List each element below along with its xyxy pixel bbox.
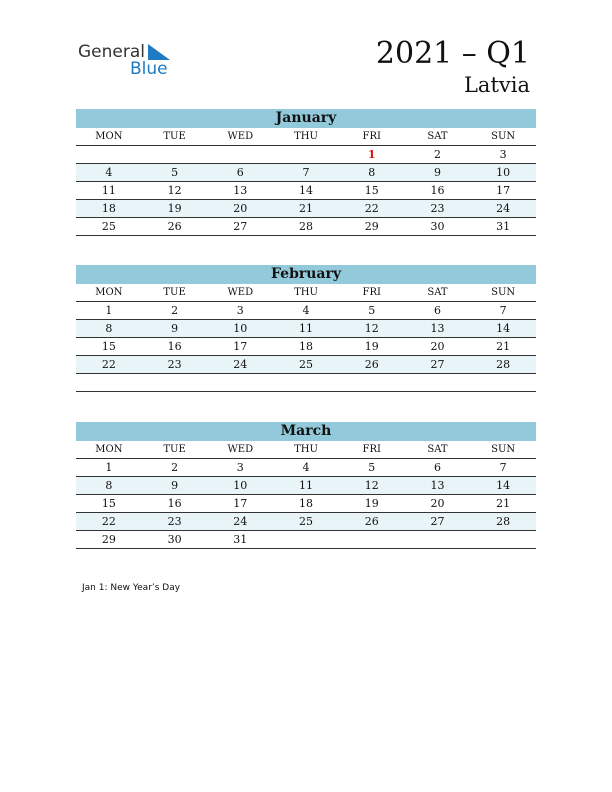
day-cell: 14	[496, 322, 511, 335]
weekday-label: WED	[227, 131, 254, 142]
day-cell: 2	[171, 461, 179, 474]
day-cell: 25	[101, 220, 116, 233]
day-cell: 1	[367, 148, 376, 161]
day-cell: 9	[433, 166, 441, 179]
weekday-label: SAT	[427, 444, 448, 455]
month-table	[76, 109, 536, 236]
day-cell: 6	[433, 304, 441, 317]
day-cell: 10	[233, 322, 248, 335]
day-cell	[76, 146, 142, 163]
week-row	[76, 146, 536, 164]
day-cell: 31	[496, 220, 511, 233]
day-cell: 24	[233, 515, 248, 528]
day-cell: 18	[299, 340, 314, 353]
day-cell: 21	[496, 497, 511, 510]
day-cell: 23	[167, 515, 182, 528]
weekday-label: THU	[294, 287, 318, 298]
week-row	[76, 495, 536, 513]
day-cell	[405, 374, 471, 391]
day-cell: 17	[233, 497, 248, 510]
day-cell	[273, 146, 339, 163]
day-cell	[470, 374, 536, 391]
day-cell: 5	[368, 304, 376, 317]
day-cell	[207, 374, 273, 391]
day-cell: 12	[364, 479, 379, 492]
day-cell: 27	[430, 358, 445, 371]
generalblue-logo	[78, 40, 178, 80]
week-row	[76, 531, 536, 549]
page-subtitle: Latvia	[463, 73, 530, 97]
day-cell: 3	[499, 148, 507, 161]
day-cell: 21	[299, 202, 314, 215]
day-cell: 27	[233, 220, 248, 233]
day-cell	[273, 374, 339, 391]
weekday-label: SUN	[491, 287, 516, 298]
day-cell: 9	[171, 322, 179, 335]
day-cell: 15	[101, 497, 116, 510]
day-cell	[405, 531, 471, 548]
day-cell: 29	[364, 220, 379, 233]
week-row	[76, 459, 536, 477]
day-cell: 11	[101, 184, 116, 197]
day-cell: 6	[236, 166, 244, 179]
day-cell: 7	[302, 166, 310, 179]
weekday-label: MON	[95, 287, 123, 298]
weekday-label: SAT	[427, 131, 448, 142]
week-row	[76, 218, 536, 236]
week-row	[76, 513, 536, 531]
day-cell: 20	[233, 202, 248, 215]
day-cell	[142, 146, 208, 163]
weekday-label: FRI	[362, 131, 381, 142]
day-cell: 8	[368, 166, 376, 179]
day-cell: 13	[430, 322, 445, 335]
week-row	[76, 338, 536, 356]
weekday-header-row	[76, 441, 536, 459]
weekday-label: WED	[227, 287, 254, 298]
day-cell	[339, 531, 405, 548]
weekday-label: SUN	[491, 444, 516, 455]
day-cell: 18	[299, 497, 314, 510]
day-cell: 2	[171, 304, 179, 317]
day-cell: 29	[101, 533, 116, 546]
day-cell: 1	[105, 304, 113, 317]
week-row	[76, 302, 536, 320]
month-table	[76, 422, 536, 549]
page-title: 2021 – Q1	[375, 36, 530, 71]
day-cell: 9	[171, 479, 179, 492]
month-name: January	[76, 109, 536, 128]
logo-text-blue: Blue	[130, 59, 168, 79]
month-name: March	[76, 422, 536, 441]
holiday-note: Jan 1: New Year’s Day	[82, 583, 181, 593]
day-cell: 18	[101, 202, 116, 215]
day-cell: 14	[496, 479, 511, 492]
day-cell: 13	[233, 184, 248, 197]
week-row	[76, 356, 536, 374]
day-cell: 11	[299, 479, 314, 492]
weekday-label: THU	[294, 131, 318, 142]
day-cell: 28	[299, 220, 314, 233]
weekday-label: TUE	[163, 287, 186, 298]
day-cell	[470, 531, 536, 548]
day-cell: 19	[364, 497, 379, 510]
month-name: February	[76, 265, 536, 284]
day-cell	[142, 374, 208, 391]
day-cell: 16	[167, 340, 182, 353]
day-cell: 23	[430, 202, 445, 215]
day-cell: 7	[499, 304, 507, 317]
day-cell: 22	[101, 358, 116, 371]
day-cell: 11	[299, 322, 314, 335]
day-cell: 21	[496, 340, 511, 353]
day-cell: 25	[299, 515, 314, 528]
day-cell: 4	[105, 166, 113, 179]
day-cell: 8	[105, 479, 113, 492]
weekday-label: SUN	[491, 131, 516, 142]
day-cell: 7	[499, 461, 507, 474]
day-cell: 16	[167, 497, 182, 510]
day-cell: 10	[233, 479, 248, 492]
day-cell	[76, 374, 142, 391]
week-row	[76, 320, 536, 338]
day-cell: 5	[171, 166, 179, 179]
week-row	[76, 182, 536, 200]
day-cell: 22	[364, 202, 379, 215]
day-cell: 27	[430, 515, 445, 528]
day-cell: 17	[233, 340, 248, 353]
day-cell: 5	[368, 461, 376, 474]
month-table	[76, 265, 536, 392]
day-cell: 2	[433, 148, 441, 161]
day-cell: 3	[236, 461, 244, 474]
day-cell: 4	[302, 461, 310, 474]
day-cell: 15	[364, 184, 379, 197]
weekday-label: SAT	[427, 287, 448, 298]
weekday-label: MON	[95, 131, 123, 142]
day-cell: 12	[167, 184, 182, 197]
day-cell: 23	[167, 358, 182, 371]
logo-text-general: General	[78, 42, 145, 62]
weekday-label: FRI	[362, 444, 381, 455]
week-row	[76, 374, 536, 392]
day-cell: 20	[430, 497, 445, 510]
day-cell: 30	[167, 533, 182, 546]
day-cell: 15	[101, 340, 116, 353]
day-cell: 20	[430, 340, 445, 353]
week-row	[76, 200, 536, 218]
day-cell: 10	[496, 166, 511, 179]
weekday-label: WED	[227, 444, 254, 455]
day-cell: 8	[105, 322, 113, 335]
day-cell: 14	[299, 184, 314, 197]
weekday-header-row	[76, 128, 536, 146]
day-cell: 24	[233, 358, 248, 371]
weekday-label: TUE	[163, 444, 186, 455]
day-cell: 19	[167, 202, 182, 215]
week-row	[76, 164, 536, 182]
day-cell: 19	[364, 340, 379, 353]
day-cell	[207, 146, 273, 163]
day-cell: 6	[433, 461, 441, 474]
day-cell: 22	[101, 515, 116, 528]
day-cell	[273, 531, 339, 548]
day-cell: 28	[496, 358, 511, 371]
day-cell: 13	[430, 479, 445, 492]
logo-triangle-icon	[148, 44, 170, 60]
day-cell: 26	[364, 358, 379, 371]
week-row	[76, 477, 536, 495]
weekday-label: TUE	[163, 131, 186, 142]
weekday-label: FRI	[362, 287, 381, 298]
day-cell: 30	[430, 220, 445, 233]
day-cell: 1	[105, 461, 113, 474]
day-cell: 28	[496, 515, 511, 528]
weekday-header-row	[76, 284, 536, 302]
day-cell: 17	[496, 184, 511, 197]
day-cell: 16	[430, 184, 445, 197]
weekday-label: MON	[95, 444, 123, 455]
day-cell: 24	[496, 202, 511, 215]
day-cell: 4	[302, 304, 310, 317]
day-cell: 3	[236, 304, 244, 317]
day-cell: 26	[364, 515, 379, 528]
day-cell: 25	[299, 358, 314, 371]
day-cell: 31	[233, 533, 248, 546]
day-cell: 26	[167, 220, 182, 233]
day-cell: 12	[364, 322, 379, 335]
weekday-label: THU	[294, 444, 318, 455]
day-cell	[339, 374, 405, 391]
